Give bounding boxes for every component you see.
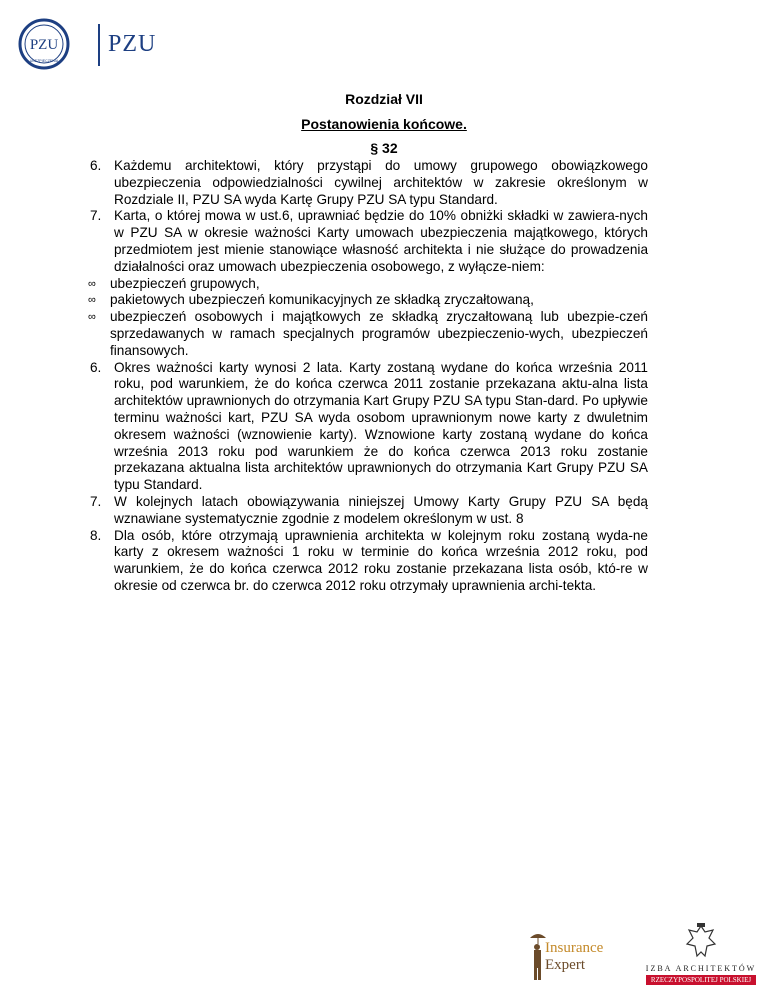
item-number: 7. <box>90 208 102 224</box>
item-text: Okres ważności karty wynosi 2 lata. Karty zostaną wydane do końca września 2011 roku, pod warunkiem, że do końca czerwca 2011 zostanie przekazana aktu-alna lista architektów uprawnionych do otrzymania Kart Grupy PZU SA typu Stan-dard. Po upływie terminu ważności kart, PZU SA wyda osobom uprawnionym nowe karty z dwuletnim okresem ważności (wznowienie karty). Wznowione karty zostaną wydane do końca września 2013 roku pod warunkiem że do końca czerwca 2013 roku zostanie przekazana aktualna lista architektów uprawnionych do otrzymania Kart Grupy PZU SA typu Standard. <box>114 359 648 493</box>
list-item <box>88 360 648 494</box>
logo-divider <box>98 24 100 66</box>
list-item <box>88 208 648 275</box>
item-text: Dla osób, które otrzymają uprawnienia architekta w kolejnym roku zostaną wyda-ne karty z okresem ważności 1 roku w terminie do końca września 2012 roku, pod warunkiem, że do końca czerwca 2012 roku zostanie przekazana lista osób, któ-re w okresie od czerwca br. do czerwca 2012 roku otrzymały uprawnienia archi-tekta. <box>114 527 648 593</box>
item-number: 8. <box>90 527 102 543</box>
list-item <box>88 494 648 528</box>
infinity-bullet-icon: ∞ <box>88 294 96 307</box>
exclusions-list <box>88 276 648 360</box>
item-number: 6. <box>90 158 102 173</box>
bullet-item <box>88 276 648 293</box>
item-number: 6. <box>90 359 102 375</box>
logo-mark-text: PZU <box>29 37 59 53</box>
chapter-heading: Rozdział VII <box>345 91 423 107</box>
bullet-item <box>88 292 648 309</box>
bullet-text: pakietowych ubezpieczeń komunikacyjnych ze składką zryczałtowaną, <box>110 292 534 308</box>
expert-text: Expert <box>545 957 585 973</box>
chamber-of-architects-logo <box>640 922 762 988</box>
list-item <box>88 158 648 208</box>
document-body <box>88 158 648 595</box>
item-text: Każdemu architektowi, który przystąpi do umowy grupowego obowiązkowego ubezpieczenia odpowiedzialności cywilnej architektów w zakresie określonym w Rozdziale II, PZU SA wyda Kartę Grupy PZU SA typu Standard. <box>114 158 648 207</box>
list-item <box>88 528 648 595</box>
section-title: Postanowienia końcowe. <box>301 116 467 132</box>
infinity-bullet-icon: ∞ <box>88 311 96 324</box>
item-text: W kolejnych latach obowiązywania niniejszej Umowy Karty Grupy PZU SA będą wznawiane systematycznie zgodnie z modelem określonym w ust. 8 <box>114 493 648 526</box>
logo-text: PZU <box>108 31 157 57</box>
insurance-text: Insurance <box>545 940 604 956</box>
infinity-bullet-icon: ∞ <box>88 277 96 290</box>
chamber-name: IZBA ARCHITEKTÓW <box>645 964 757 973</box>
bullet-text: ubezpieczeń osobowych i majątkowych ze składką zryczałtowaną lub ubezpie-czeń sprzedawanych w ramach specjalnych programów ubezpieczenio-wych, ubezpieczeń finansowych. <box>110 309 648 358</box>
bullet-item <box>88 309 648 359</box>
item-text: Karta, o której mowa w ust.6, uprawniać będzie do 10% obniżki składki w zawiera-nych w PZU SA w okresie ważności Karty umowach ubezpieczenia majątkowego, których przedmiotem jest mienie stanowiące własność architekta i nie służące do prowadzenia działalności oraz umowach ubezpieczenia osobowego, z wyłącze-niem: <box>114 208 648 274</box>
eagle-emblem-icon <box>640 922 762 962</box>
pzu-logo <box>18 18 157 70</box>
bullet-text: ubezpieczeń grupowych, <box>110 275 260 291</box>
insurance-expert-logo <box>528 930 628 986</box>
pzu-emblem-icon <box>18 18 70 70</box>
paragraph-number: § 32 <box>370 140 398 156</box>
chamber-country: RZECZYPOSPOLITEJ POLSKIEJ <box>646 975 756 985</box>
item-number: 7. <box>90 493 102 509</box>
logo-ring-text: UBEZPIECZENIA <box>29 59 59 63</box>
